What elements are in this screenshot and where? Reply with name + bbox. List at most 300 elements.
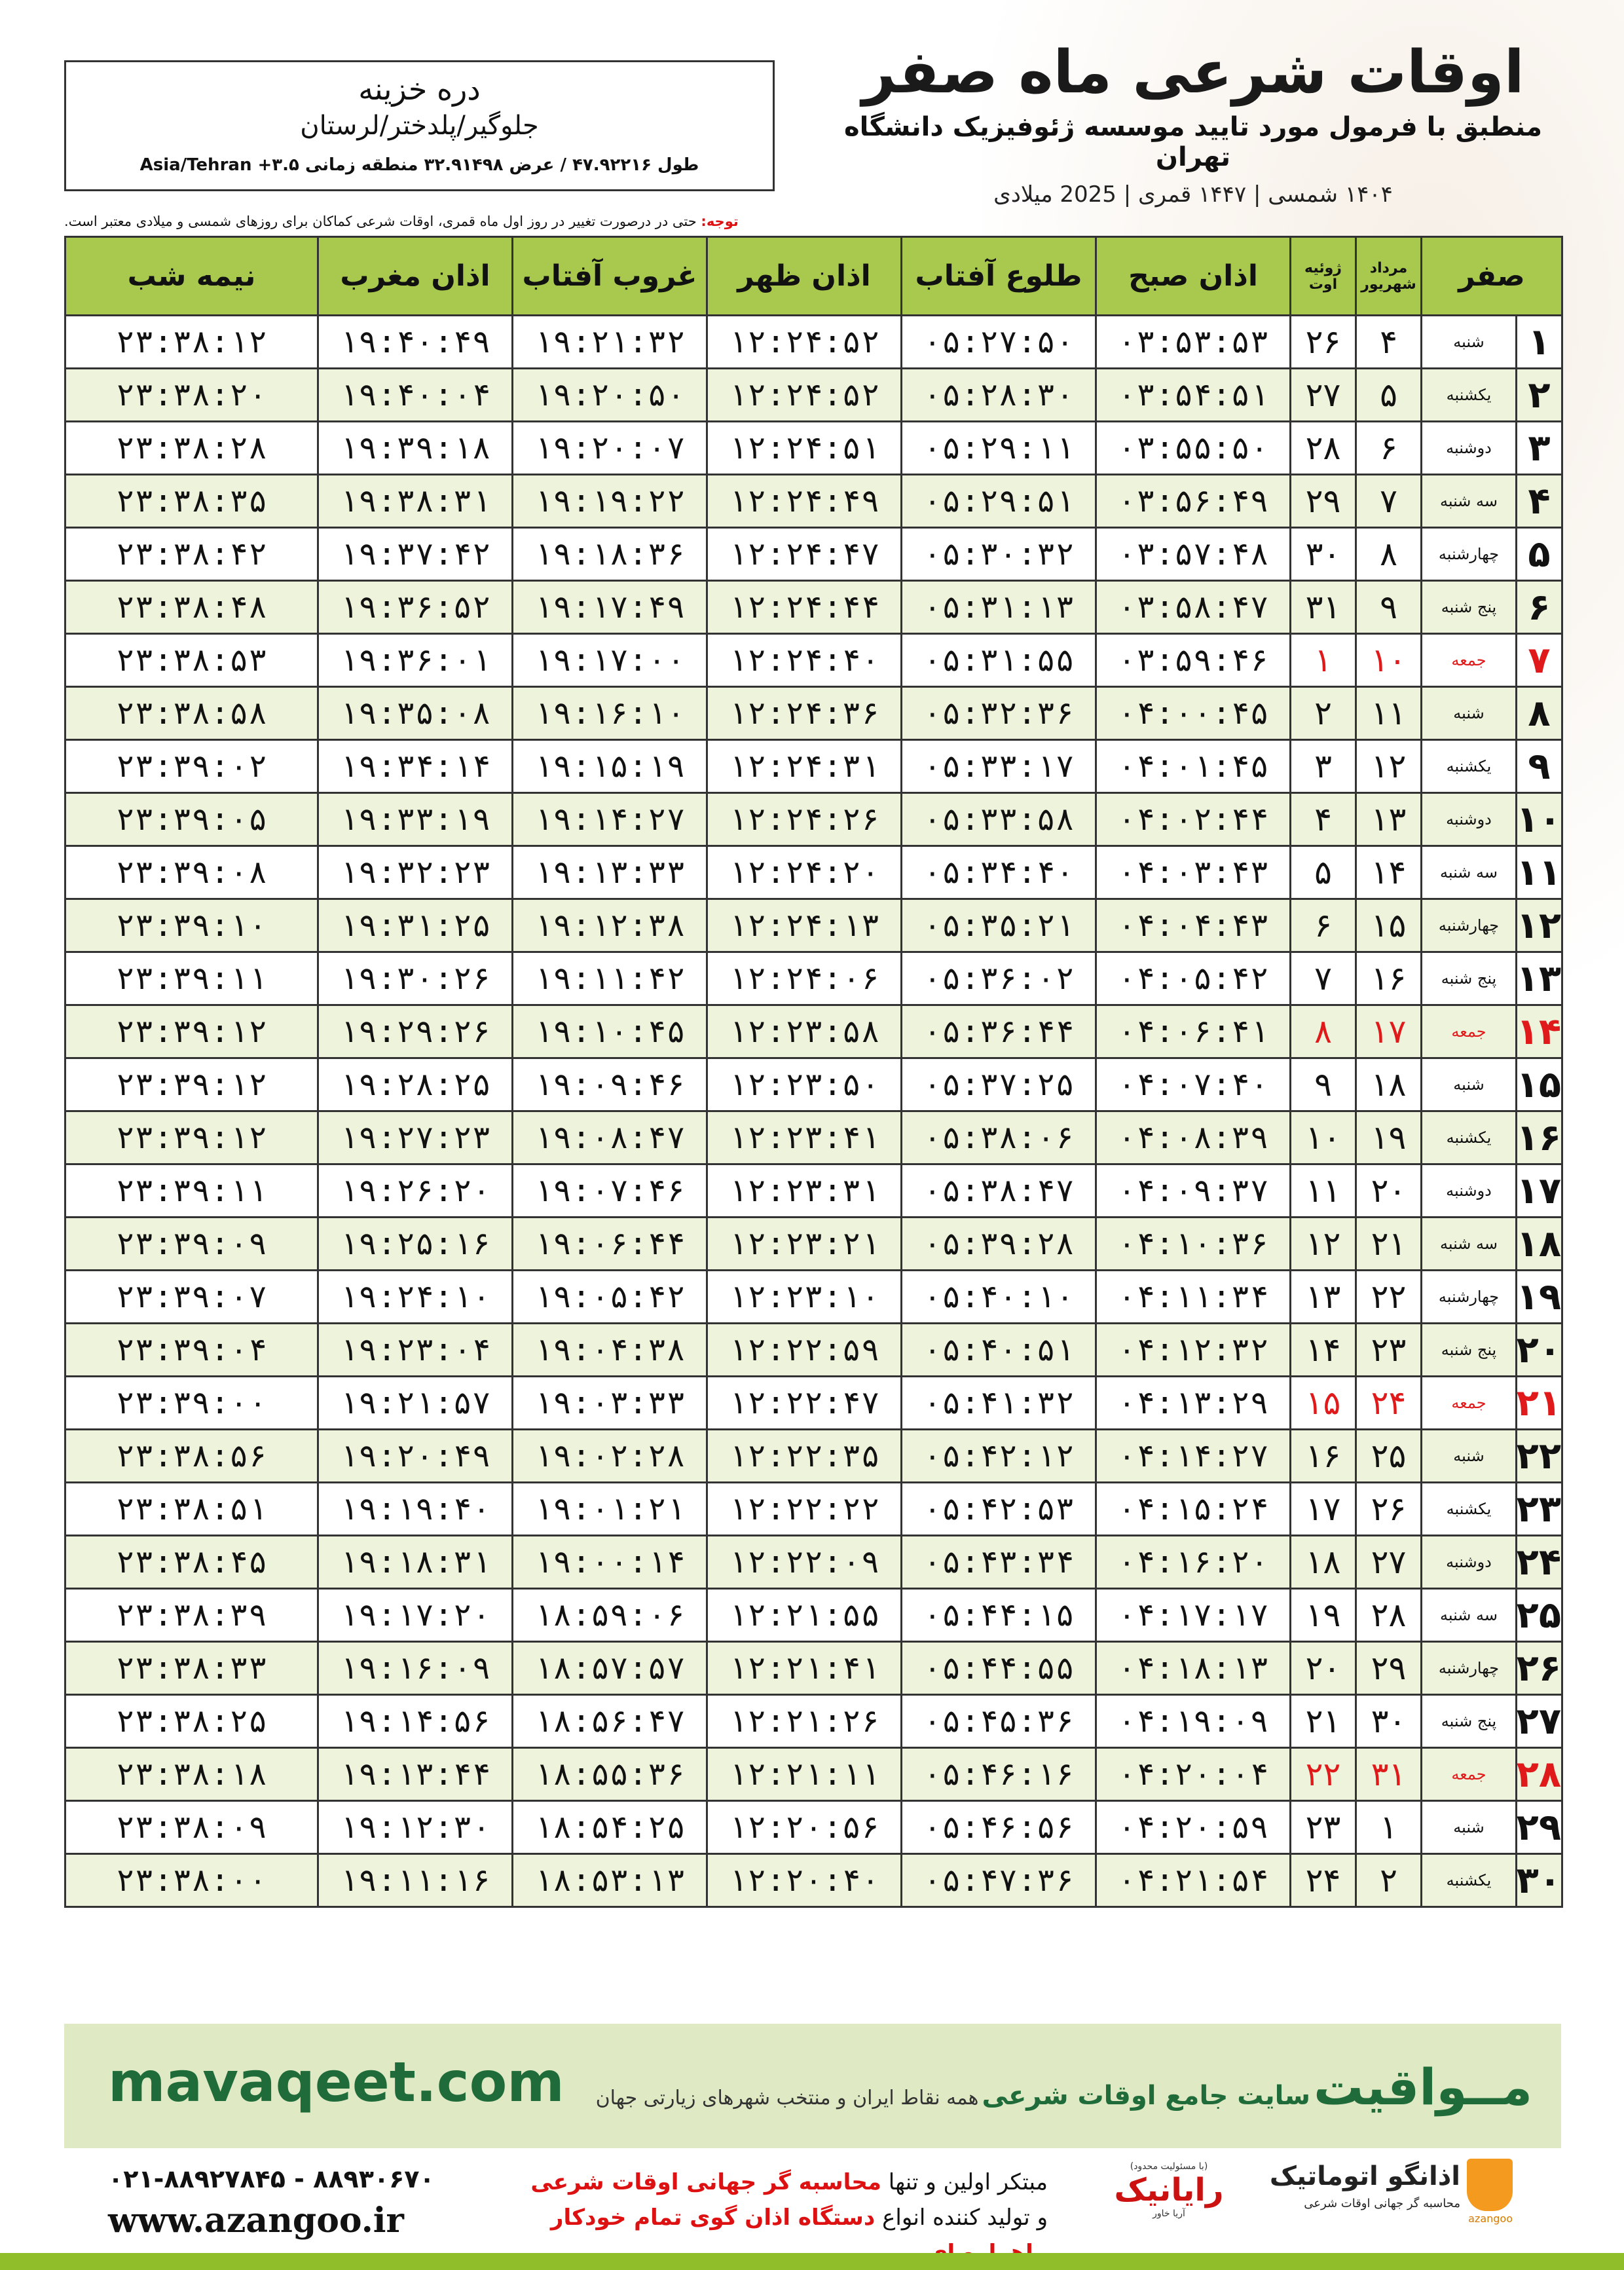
table-row	[65, 634, 1562, 687]
table-row	[65, 1642, 1562, 1695]
row-midnight: ۲۳:۳۸:۵۳	[65, 634, 318, 687]
row-weekday: یکشنبه	[1422, 740, 1517, 793]
row-miladi: ۲۸	[1291, 422, 1356, 475]
row-weekday: چهارشنبه	[1422, 899, 1517, 952]
row-maghrib: ۱۹:۲۳:۰۴	[318, 1324, 513, 1377]
row-shamsi: ۱۰	[1356, 634, 1422, 687]
row-sunrise: ۰۵:۳۳:۵۸	[902, 793, 1096, 846]
table-row	[65, 1854, 1562, 1907]
header-sunset: غروب آفتاب	[513, 237, 707, 316]
rayanik-tag: (با مسئولیت محدود)	[1130, 2161, 1208, 2172]
rayanik-name: رایانیک	[1114, 2172, 1224, 2208]
row-sunrise: ۰۵:۳۵:۲۱	[902, 899, 1096, 952]
row-day: ۳	[1517, 422, 1562, 475]
row-sunset: ۱۹:۰۹:۴۶	[513, 1058, 707, 1111]
row-sunrise: ۰۵:۳۴:۴۰	[902, 846, 1096, 899]
azangoo-mark-icon	[1467, 2159, 1513, 2211]
row-shamsi: ۲۲	[1356, 1271, 1422, 1324]
row-midnight: ۲۳:۳۹:۱۲	[65, 1058, 318, 1111]
table-row	[65, 316, 1562, 369]
row-sunrise: ۰۵:۴۲:۱۲	[902, 1430, 1096, 1483]
row-sunrise: ۰۵:۳۶:۴۴	[902, 1005, 1096, 1058]
azangoo-title: اذانگو اتوماتیک	[1269, 2161, 1460, 2191]
row-day: ۲۹	[1517, 1801, 1562, 1854]
azangoo-logo	[1269, 2155, 1513, 2227]
row-weekday: یکشنبه	[1422, 1111, 1517, 1164]
row-sunset: ۱۹:۰۵:۴۲	[513, 1271, 707, 1324]
row-sunrise: ۰۵:۲۹:۵۱	[902, 475, 1096, 528]
row-day: ۲۰	[1517, 1324, 1562, 1377]
row-sunrise: ۰۵:۳۹:۲۸	[902, 1218, 1096, 1271]
row-fajr: ۰۳:۵۷:۴۸	[1096, 528, 1291, 581]
row-sunrise: ۰۵:۳۸:۴۷	[902, 1164, 1096, 1218]
note-text: حتی در درصورت تغییر در روز اول ماه قمری، اوقات شرعی کماکان برای روزهای شمسی و میلادی معتبر است.	[64, 214, 701, 229]
row-shamsi: ۱	[1356, 1801, 1422, 1854]
row-maghrib: ۱۹:۱۹:۴۰	[318, 1483, 513, 1536]
row-day: ۳۰	[1517, 1854, 1562, 1907]
row-sunrise: ۰۵:۴۱:۳۲	[902, 1377, 1096, 1430]
row-maghrib: ۱۹:۲۹:۲۶	[318, 1005, 513, 1058]
row-dhuhr: ۱۲:۲۴:۲۶	[707, 793, 902, 846]
row-shamsi: ۱۳	[1356, 793, 1422, 846]
row-midnight: ۲۳:۳۹:۰۷	[65, 1271, 318, 1324]
row-fajr: ۰۳:۵۸:۴۷	[1096, 581, 1291, 634]
title-block	[826, 38, 1560, 208]
row-sunset: ۱۹:۲۰:۵۰	[513, 369, 707, 422]
table-row	[65, 1377, 1562, 1430]
row-midnight: ۲۳:۳۹:۰۵	[65, 793, 318, 846]
page-title: اوقات شرعی ماه صفر	[862, 38, 1524, 107]
row-maghrib: ۱۹:۴۰:۴۹	[318, 316, 513, 369]
row-fajr: ۰۴:۲۰:۰۴	[1096, 1748, 1291, 1801]
row-sunset: ۱۹:۱۴:۲۷	[513, 793, 707, 846]
row-dhuhr: ۱۲:۲۰:۴۰	[707, 1854, 902, 1907]
row-sunset: ۱۸:۵۹:۰۶	[513, 1589, 707, 1642]
table-header-row	[65, 237, 1562, 316]
row-sunset: ۱۹:۰۳:۳۳	[513, 1377, 707, 1430]
table-row	[65, 846, 1562, 899]
row-miladi: ۱۳	[1291, 1271, 1356, 1324]
row-sunrise: ۰۵:۳۸:۰۶	[902, 1111, 1096, 1164]
row-sunrise: ۰۵:۴۶:۵۶	[902, 1801, 1096, 1854]
row-shamsi: ۴	[1356, 316, 1422, 369]
row-miladi: ۲۳	[1291, 1801, 1356, 1854]
row-shamsi: ۲۸	[1356, 1589, 1422, 1642]
row-fajr: ۰۴:۰۵:۴۲	[1096, 952, 1291, 1005]
row-shamsi: ۱۱	[1356, 687, 1422, 740]
row-day: ۲	[1517, 369, 1562, 422]
row-miladi: ۱۶	[1291, 1430, 1356, 1483]
row-shamsi: ۷	[1356, 475, 1422, 528]
row-weekday: شنبه	[1422, 1430, 1517, 1483]
row-maghrib: ۱۹:۳۰:۲۶	[318, 952, 513, 1005]
row-maghrib: ۱۹:۴۰:۰۴	[318, 369, 513, 422]
row-fajr: ۰۳:۵۴:۵۱	[1096, 369, 1291, 422]
header-midnight: نیمه شب	[65, 237, 318, 316]
row-dhuhr: ۱۲:۲۲:۵۹	[707, 1324, 902, 1377]
table-row	[65, 475, 1562, 528]
row-day: ۴	[1517, 475, 1562, 528]
row-shamsi: ۹	[1356, 581, 1422, 634]
rayanik-logo	[1107, 2161, 1231, 2220]
row-day: ۱	[1517, 316, 1562, 369]
row-shamsi: ۲۱	[1356, 1218, 1422, 1271]
row-dhuhr: ۱۲:۲۱:۱۱	[707, 1748, 902, 1801]
row-maghrib: ۱۹:۱۳:۴۴	[318, 1748, 513, 1801]
row-dhuhr: ۱۲:۲۳:۱۰	[707, 1271, 902, 1324]
row-sunset: ۱۸:۵۴:۲۵	[513, 1801, 707, 1854]
row-fajr: ۰۴:۱۶:۲۰	[1096, 1536, 1291, 1589]
azangoo-sub: محاسبه گر جهانی اوقات شرعی	[1304, 2197, 1460, 2210]
row-day: ۲۱	[1517, 1377, 1562, 1430]
row-day: ۱۲	[1517, 899, 1562, 952]
row-midnight: ۲۳:۳۹:۰۹	[65, 1218, 318, 1271]
promo-line2-b: دستگاه اذان گوی تمام خودکار	[550, 2205, 876, 2231]
row-shamsi: ۱۶	[1356, 952, 1422, 1005]
row-weekday: پنج شنبه	[1422, 581, 1517, 634]
row-sunrise: ۰۵:۴۶:۱۶	[902, 1748, 1096, 1801]
table-row	[65, 793, 1562, 846]
table-row	[65, 1111, 1562, 1164]
row-dhuhr: ۱۲:۲۴:۴۷	[707, 528, 902, 581]
row-miladi: ۲۰	[1291, 1642, 1356, 1695]
row-weekday: دوشنبه	[1422, 422, 1517, 475]
row-midnight: ۲۳:۳۹:۰۲	[65, 740, 318, 793]
row-day: ۲۷	[1517, 1695, 1562, 1748]
row-sunrise: ۰۵:۳۳:۱۷	[902, 740, 1096, 793]
row-dhuhr: ۱۲:۲۲:۴۷	[707, 1377, 902, 1430]
row-dhuhr: ۱۲:۲۳:۴۱	[707, 1111, 902, 1164]
row-midnight: ۲۳:۳۸:۰۰	[65, 1854, 318, 1907]
row-fajr: ۰۴:۱۹:۰۹	[1096, 1695, 1291, 1748]
row-weekday: سه شنبه	[1422, 475, 1517, 528]
row-miladi: ۳۰	[1291, 528, 1356, 581]
row-day: ۱۵	[1517, 1058, 1562, 1111]
row-fajr: ۰۴:۱۷:۱۷	[1096, 1589, 1291, 1642]
row-dhuhr: ۱۲:۲۱:۲۶	[707, 1695, 902, 1748]
row-fajr: ۰۴:۰۱:۴۵	[1096, 740, 1291, 793]
row-miladi: ۱۸	[1291, 1536, 1356, 1589]
row-maghrib: ۱۹:۲۶:۲۰	[318, 1164, 513, 1218]
row-sunrise: ۰۵:۳۶:۰۲	[902, 952, 1096, 1005]
row-shamsi: ۱۵	[1356, 899, 1422, 952]
row-shamsi: ۲۹	[1356, 1642, 1422, 1695]
row-midnight: ۲۳:۳۹:۱۲	[65, 1005, 318, 1058]
row-miladi: ۲۹	[1291, 475, 1356, 528]
row-fajr: ۰۴:۱۱:۳۴	[1096, 1271, 1291, 1324]
prayer-times-table	[64, 236, 1563, 1908]
row-miladi: ۱۴	[1291, 1324, 1356, 1377]
row-miladi: ۲۱	[1291, 1695, 1356, 1748]
row-sunset: ۱۸:۵۷:۵۷	[513, 1642, 707, 1695]
row-shamsi: ۲۴	[1356, 1377, 1422, 1430]
row-miladi: ۶	[1291, 899, 1356, 952]
rayanik-sub: آریا خاور	[1153, 2208, 1185, 2219]
row-midnight: ۲۳:۳۸:۱۸	[65, 1748, 318, 1801]
row-miladi: ۲۶	[1291, 316, 1356, 369]
row-sunrise: ۰۵:۲۹:۱۱	[902, 422, 1096, 475]
table-row	[65, 369, 1562, 422]
row-shamsi: ۲۷	[1356, 1536, 1422, 1589]
row-dhuhr: ۱۲:۲۴:۴۹	[707, 475, 902, 528]
row-maghrib: ۱۹:۲۵:۱۶	[318, 1218, 513, 1271]
row-shamsi: ۲	[1356, 1854, 1422, 1907]
row-dhuhr: ۱۲:۲۴:۲۰	[707, 846, 902, 899]
azangoo-small: azangoo	[1468, 2212, 1513, 2225]
row-weekday: سه شنبه	[1422, 1589, 1517, 1642]
row-maghrib: ۱۹:۳۷:۴۲	[318, 528, 513, 581]
location-coords: طول ۴۷.۹۲۲۱۶ / عرض ۳۲.۹۱۴۹۸ منطقه زمانی ۳.۵+ Asia/Tehran	[139, 155, 699, 175]
row-weekday: چهارشنبه	[1422, 1642, 1517, 1695]
row-midnight: ۲۳:۳۸:۳۳	[65, 1642, 318, 1695]
row-dhuhr: ۱۲:۲۰:۵۶	[707, 1801, 902, 1854]
row-fajr: ۰۳:۵۵:۵۰	[1096, 422, 1291, 475]
row-midnight: ۲۳:۳۸:۲۰	[65, 369, 318, 422]
row-dhuhr: ۱۲:۲۳:۲۱	[707, 1218, 902, 1271]
row-midnight: ۲۳:۳۹:۱۰	[65, 899, 318, 952]
row-fajr: ۰۴:۰۸:۳۹	[1096, 1111, 1291, 1164]
row-miladi: ۵	[1291, 846, 1356, 899]
promo-line1-b: محاسبه گر جهانی اوقات شرعی	[530, 2169, 881, 2195]
row-dhuhr: ۱۲:۲۲:۳۵	[707, 1430, 902, 1483]
row-dhuhr: ۱۲:۲۴:۵۲	[707, 316, 902, 369]
brand-desc: همه نقاط ایران و منتخب شهرهای زیارتی جهان	[595, 2087, 979, 2110]
row-sunrise: ۰۵:۲۸:۳۰	[902, 369, 1096, 422]
header-sunrise: طلوع آفتاب	[902, 237, 1096, 316]
row-weekday: جمعه	[1422, 1377, 1517, 1430]
row-fajr: ۰۴:۰۹:۳۷	[1096, 1164, 1291, 1218]
row-fajr: ۰۴:۰۶:۴۱	[1096, 1005, 1291, 1058]
row-dhuhr: ۱۲:۲۳:۳۱	[707, 1164, 902, 1218]
row-fajr: ۰۳:۵۳:۵۳	[1096, 316, 1291, 369]
row-day: ۱۴	[1517, 1005, 1562, 1058]
row-miladi: ۱۷	[1291, 1483, 1356, 1536]
row-shamsi: ۱۷	[1356, 1005, 1422, 1058]
row-weekday: دوشنبه	[1422, 1536, 1517, 1589]
row-day: ۲۸	[1517, 1748, 1562, 1801]
header-miladi: ژوئیه اوت	[1291, 237, 1356, 316]
row-miladi: ۱۱	[1291, 1164, 1356, 1218]
row-miladi: ۱۵	[1291, 1377, 1356, 1430]
row-sunrise: ۰۵:۴۴:۱۵	[902, 1589, 1096, 1642]
row-fajr: ۰۴:۰۲:۴۴	[1096, 793, 1291, 846]
azangoo-url[interactable]: www.azangoo.ir	[108, 2201, 404, 2241]
row-maghrib: ۱۹:۱۲:۳۰	[318, 1801, 513, 1854]
row-dhuhr: ۱۲:۲۳:۵۸	[707, 1005, 902, 1058]
table-row	[65, 1218, 1562, 1271]
row-shamsi: ۲۳	[1356, 1324, 1422, 1377]
table-row	[65, 1589, 1562, 1642]
row-sunset: ۱۹:۲۰:۰۷	[513, 422, 707, 475]
row-weekday: چهارشنبه	[1422, 1271, 1517, 1324]
row-dhuhr: ۱۲:۲۴:۴۴	[707, 581, 902, 634]
row-sunset: ۱۹:۰۱:۲۱	[513, 1483, 707, 1536]
row-sunrise: ۰۵:۴۷:۳۶	[902, 1854, 1096, 1907]
row-midnight: ۲۳:۳۸:۵۶	[65, 1430, 318, 1483]
row-dhuhr: ۱۲:۲۱:۴۱	[707, 1642, 902, 1695]
row-shamsi: ۵	[1356, 369, 1422, 422]
row-sunset: ۱۸:۵۶:۴۷	[513, 1695, 707, 1748]
header-dhuhr: اذان ظهر	[707, 237, 902, 316]
row-miladi: ۲۷	[1291, 369, 1356, 422]
row-midnight: ۲۳:۳۸:۱۲	[65, 316, 318, 369]
row-weekday: شنبه	[1422, 687, 1517, 740]
row-weekday: دوشنبه	[1422, 1164, 1517, 1218]
row-day: ۲۴	[1517, 1536, 1562, 1589]
row-miladi: ۲۴	[1291, 1854, 1356, 1907]
row-shamsi: ۱۸	[1356, 1058, 1422, 1111]
row-sunset: ۱۹:۱۳:۳۳	[513, 846, 707, 899]
row-fajr: ۰۴:۱۴:۲۷	[1096, 1430, 1291, 1483]
row-sunset: ۱۹:۱۸:۳۶	[513, 528, 707, 581]
row-day: ۱۷	[1517, 1164, 1562, 1218]
row-sunset: ۱۹:۱۶:۱۰	[513, 687, 707, 740]
table-row	[65, 1536, 1562, 1589]
row-fajr: ۰۴:۰۷:۴۰	[1096, 1058, 1291, 1111]
row-dhuhr: ۱۲:۲۱:۵۵	[707, 1589, 902, 1642]
page-subtitle: منطبق با فرمول مورد تایید موسسه ژئوفیزیک دانشگاه تهران	[844, 112, 1542, 172]
row-sunset: ۱۹:۰۷:۴۶	[513, 1164, 707, 1218]
row-miladi: ۲۲	[1291, 1748, 1356, 1801]
row-miladi: ۳	[1291, 740, 1356, 793]
row-sunrise: ۰۵:۲۷:۵۰	[902, 316, 1096, 369]
row-sunrise: ۰۵:۴۵:۳۶	[902, 1695, 1096, 1748]
row-maghrib: ۱۹:۲۱:۵۷	[318, 1377, 513, 1430]
row-fajr: ۰۳:۵۹:۴۶	[1096, 634, 1291, 687]
row-midnight: ۲۳:۳۸:۴۸	[65, 581, 318, 634]
row-midnight: ۲۳:۳۹:۱۱	[65, 952, 318, 1005]
table-row	[65, 687, 1562, 740]
promo-line2-a: و تولید کننده انواع	[875, 2205, 1048, 2231]
row-miladi: ۳۱	[1291, 581, 1356, 634]
row-fajr: ۰۴:۱۳:۲۹	[1096, 1377, 1291, 1430]
row-sunset: ۱۹:۱۱:۴۲	[513, 952, 707, 1005]
row-midnight: ۲۳:۳۸:۲۸	[65, 422, 318, 475]
row-maghrib: ۱۹:۳۵:۰۸	[318, 687, 513, 740]
row-maghrib: ۱۹:۱۸:۳۱	[318, 1536, 513, 1589]
row-miladi: ۲	[1291, 687, 1356, 740]
row-sunset: ۱۹:۱۰:۴۵	[513, 1005, 707, 1058]
row-sunrise: ۰۵:۳۲:۳۶	[902, 687, 1096, 740]
row-midnight: ۲۳:۳۸:۳۹	[65, 1589, 318, 1642]
row-weekday: جمعه	[1422, 1005, 1517, 1058]
row-midnight: ۲۳:۳۸:۰۹	[65, 1801, 318, 1854]
row-weekday: یکشنبه	[1422, 1483, 1517, 1536]
row-maghrib: ۱۹:۱۱:۱۶	[318, 1854, 513, 1907]
row-day: ۹	[1517, 740, 1562, 793]
row-maghrib: ۱۹:۳۱:۲۵	[318, 899, 513, 952]
row-midnight: ۲۳:۳۸:۵۸	[65, 687, 318, 740]
location-box	[64, 60, 775, 191]
row-day: ۸	[1517, 687, 1562, 740]
row-midnight: ۲۳:۳۹:۱۱	[65, 1164, 318, 1218]
row-sunset: ۱۹:۱۲:۳۸	[513, 899, 707, 952]
row-maghrib: ۱۹:۲۴:۱۰	[318, 1271, 513, 1324]
row-midnight: ۲۳:۳۹:۰۰	[65, 1377, 318, 1430]
row-midnight: ۲۳:۳۸:۵۱	[65, 1483, 318, 1536]
row-dhuhr: ۱۲:۲۴:۱۳	[707, 899, 902, 952]
row-day: ۱۳	[1517, 952, 1562, 1005]
row-sunset: ۱۸:۵۳:۱۳	[513, 1854, 707, 1907]
table-row	[65, 581, 1562, 634]
row-miladi: ۱۲	[1291, 1218, 1356, 1271]
row-weekday: پنج شنبه	[1422, 1324, 1517, 1377]
table-row	[65, 1430, 1562, 1483]
row-sunset: ۱۹:۰۶:۴۴	[513, 1218, 707, 1271]
table-row	[65, 1058, 1562, 1111]
row-day: ۲۵	[1517, 1589, 1562, 1642]
row-weekday: جمعه	[1422, 634, 1517, 687]
row-maghrib: ۱۹:۱۶:۰۹	[318, 1642, 513, 1695]
row-midnight: ۲۳:۳۸:۴۵	[65, 1536, 318, 1589]
row-day: ۱۸	[1517, 1218, 1562, 1271]
row-sunset: ۱۹:۱۹:۲۲	[513, 475, 707, 528]
row-fajr: ۰۴:۱۲:۳۲	[1096, 1324, 1291, 1377]
row-shamsi: ۲۶	[1356, 1483, 1422, 1536]
row-dhuhr: ۱۲:۲۴:۳۱	[707, 740, 902, 793]
table-row	[65, 1801, 1562, 1854]
row-maghrib: ۱۹:۳۲:۲۳	[318, 846, 513, 899]
row-miladi: ۸	[1291, 1005, 1356, 1058]
row-midnight: ۲۳:۳۹:۱۲	[65, 1111, 318, 1164]
row-shamsi: ۲۵	[1356, 1430, 1422, 1483]
row-day: ۵	[1517, 528, 1562, 581]
row-weekday: یکشنبه	[1422, 1854, 1517, 1907]
row-day: ۶	[1517, 581, 1562, 634]
row-fajr: ۰۴:۲۰:۵۹	[1096, 1801, 1291, 1854]
row-weekday: سه شنبه	[1422, 1218, 1517, 1271]
row-day: ۱۰	[1517, 793, 1562, 846]
header-maghrib: اذان مغرب	[318, 237, 513, 316]
row-fajr: ۰۴:۰۰:۴۵	[1096, 687, 1291, 740]
row-fajr: ۰۴:۰۳:۴۳	[1096, 846, 1291, 899]
row-weekday: پنج شنبه	[1422, 952, 1517, 1005]
row-dhuhr: ۱۲:۲۴:۵۱	[707, 422, 902, 475]
table-row	[65, 1695, 1562, 1748]
row-day: ۱۹	[1517, 1271, 1562, 1324]
header-month: صفر	[1422, 237, 1562, 316]
note	[64, 214, 791, 229]
row-maghrib: ۱۹:۲۰:۴۹	[318, 1430, 513, 1483]
table-row	[65, 1271, 1562, 1324]
table-row	[65, 1005, 1562, 1058]
row-midnight: ۲۳:۳۹:۰۴	[65, 1324, 318, 1377]
table-row	[65, 740, 1562, 793]
row-day: ۱۱	[1517, 846, 1562, 899]
row-midnight: ۲۳:۳۸:۳۵	[65, 475, 318, 528]
row-weekday: جمعه	[1422, 1748, 1517, 1801]
row-sunrise: ۰۵:۳۱:۱۳	[902, 581, 1096, 634]
row-dhuhr: ۱۲:۲۴:۰۶	[707, 952, 902, 1005]
row-dhuhr: ۱۲:۲۴:۳۶	[707, 687, 902, 740]
row-day: ۲۶	[1517, 1642, 1562, 1695]
row-fajr: ۰۴:۱۸:۱۳	[1096, 1642, 1291, 1695]
mavaqeet-url[interactable]: mavaqeet.com	[108, 2050, 564, 2114]
row-dhuhr: ۱۲:۲۲:۰۹	[707, 1536, 902, 1589]
location-city: دره خزینه	[358, 71, 481, 107]
row-maghrib: ۱۹:۱۷:۲۰	[318, 1589, 513, 1642]
table-row	[65, 1164, 1562, 1218]
table-row	[65, 1483, 1562, 1536]
row-miladi: ۱۹	[1291, 1589, 1356, 1642]
row-weekday: شنبه	[1422, 1801, 1517, 1854]
row-weekday: سه شنبه	[1422, 846, 1517, 899]
row-shamsi: ۱۴	[1356, 846, 1422, 899]
row-sunset: ۱۹:۰۴:۳۸	[513, 1324, 707, 1377]
row-day: ۷	[1517, 634, 1562, 687]
row-sunrise: ۰۵:۴۰:۵۱	[902, 1324, 1096, 1377]
row-shamsi: ۳۰	[1356, 1695, 1422, 1748]
